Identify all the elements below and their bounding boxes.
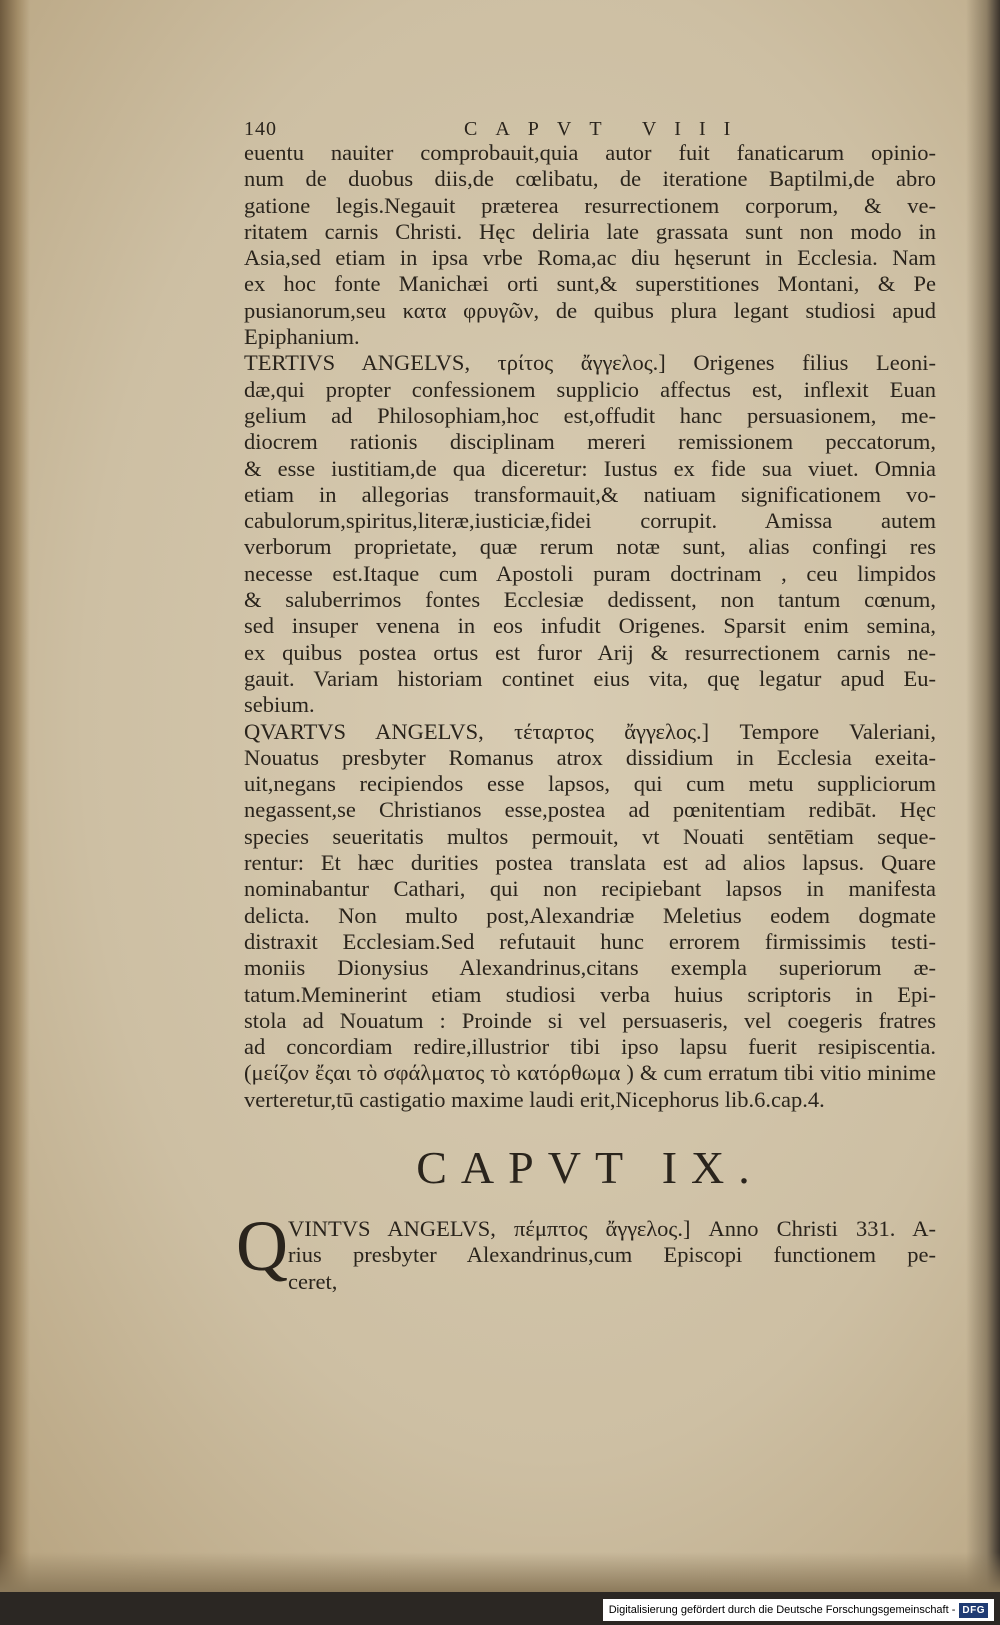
dfg-logo: DFG xyxy=(959,1603,988,1618)
text-line: sed insuper venena in eos infudit Origenes. Sparsit enim semina, xyxy=(244,613,936,639)
text-line: ceret, xyxy=(288,1268,338,1294)
page-edge-right xyxy=(966,0,1000,1592)
text-line: euentu nauiter comprobauit,quia autor fuit fanaticarum opinio- xyxy=(244,140,936,165)
text-line: pusianorum,seu κατα φρυγῶν, de quibus plura legant studiosi apud xyxy=(244,297,936,323)
credit-text: Digitalisierung gefördert durch die Deutsche Forschungsgemeinschaft - xyxy=(608,1604,956,1616)
text-line: dæ,qui propter confessionem supplicio affectus est, inflexit Euan xyxy=(244,376,936,402)
text-line: & esse iustitiam,de qua diceretur: Iustus ex fide sua viuet. Omnia xyxy=(244,455,936,481)
page-edge-left xyxy=(0,0,30,1592)
text-line: Nouatus presbyter Romanus atrox dissidium in Ecclesia exeita- xyxy=(244,744,936,770)
text-line: ritatem carnis Christi. Hęc deliria late grassata sunt non modo in xyxy=(244,218,936,244)
text-line: necesse est.Itaque cum Apostoli puram doctrinam , ceu limpidos xyxy=(244,560,936,586)
text-line: verborum proprietate, quæ rerum notæ sunt, alias confingi res xyxy=(244,534,936,560)
text-line: Asia,sed etiam in ipsa vrbe Roma,ac diu hęserunt in Ecclesia. Nam xyxy=(244,245,936,271)
drop-cap: Q xyxy=(236,1205,288,1286)
text-line: stola ad Nouatum : Proinde si vel persuaseris, vel coegeris fratres xyxy=(244,1007,936,1033)
text-line: sebium. xyxy=(244,692,315,718)
chapter-title: CAPVT IX. xyxy=(416,1141,764,1193)
text-line: ex hoc fonte Manichæi orti sunt,& superstitiones Montani, & Pe xyxy=(244,271,936,297)
text-line: rius presbyter Alexandrinus,cum Episcopi functionem pe- xyxy=(288,1242,936,1268)
text-line: (μείζον ἔςαι τὸ σφάλματος τὸ κατόρθωμα ) & cum erratum tibi vitio minime xyxy=(244,1060,936,1086)
text-line: tatum.Meminerint etiam studiosi verba huius scriptoris in Epi- xyxy=(244,981,936,1007)
text-line: ad concordiam redire,illustrior tibi ipso lapsu fuerit resipiscentia. xyxy=(244,1034,936,1060)
text-line: negassent,se Christianos esse,postea ad pœnitentiam redibāt. Hęc xyxy=(244,797,936,823)
digitization-credit xyxy=(603,1599,994,1621)
text-line: TERTIVS ANGELVS, τρίτος ἄγγελος.] Origenes filius Leoni- xyxy=(244,350,936,376)
text-line: nominabantur Cathari, qui non recipiebant lapsos in manifesta xyxy=(244,876,936,902)
text-line: gelium ad Philosophiam,hoc est,offudit hanc persuasionem, me- xyxy=(244,402,936,428)
body-text xyxy=(244,140,936,1113)
text-line: & saluberrimos fontes Ecclesiæ dedissent, non tantum cœnum, xyxy=(244,587,936,613)
text-block xyxy=(236,118,936,1295)
text-line: num de duobus diis,de cœlibatu, de iteratione Baptilmi,de abro xyxy=(244,166,936,192)
text-line: QVARTVS ANGELVS, τέταρτος ἄγγελος.] Tempore Valeriani, xyxy=(244,718,936,744)
text-line: gauit. Variam historiam continet eius vita, quę legatur apud Eu- xyxy=(244,665,936,691)
text-line: cabulorum,spiritus,literæ,iusticiæ,fidei corrupit. Amissa autem xyxy=(244,508,936,534)
text-line: diocrem rationis disciplinam mereri remissionem peccatorum, xyxy=(244,429,936,455)
text-line: etiam in allegorias transformauit,& natiuam significationem vo- xyxy=(244,481,936,507)
text-line: VINTVS ANGELVS, πέμπτος ἄγγελος.] Anno Christi 331. A- xyxy=(288,1215,936,1241)
text-line: gatione legis.Negauit præterea resurrectionem corporum, & ve- xyxy=(244,192,936,218)
running-head: CAPVT VIII xyxy=(464,118,749,140)
text-line: moniis Dionysius Alexandrinus,citans exempla superiorum æ- xyxy=(244,955,936,981)
text-line: ex quibus postea ortus est furor Arij & resurrectionem carnis ne- xyxy=(244,639,936,665)
text-line: delicta. Non multo post,Alexandriæ Meletius eodem dogmate xyxy=(244,902,936,928)
page-edge-bottom xyxy=(0,1552,1000,1592)
text-line: verteretur,tū castigatio maxime laudi erit,Nicephorus lib.6.cap.4. xyxy=(244,1086,825,1112)
text-line: distraxit Ecclesiam.Sed refutauit hunc errorem firmissimis testi- xyxy=(244,928,936,954)
chapter-opening xyxy=(236,1205,936,1295)
text-line: rentur: Et hæc durities postea translata est ad alios lapsus. Quare xyxy=(244,850,936,876)
text-line: Epiphanium. xyxy=(244,324,360,350)
text-line: uit,negans recipiendos esse lapsos, qui cum metu suppliciorum xyxy=(244,771,936,797)
page-header xyxy=(244,118,936,140)
text-line: species seueritatis multos permouit, vt Nouati sentētiam seque- xyxy=(244,823,936,849)
page-number: 140 xyxy=(244,118,277,140)
